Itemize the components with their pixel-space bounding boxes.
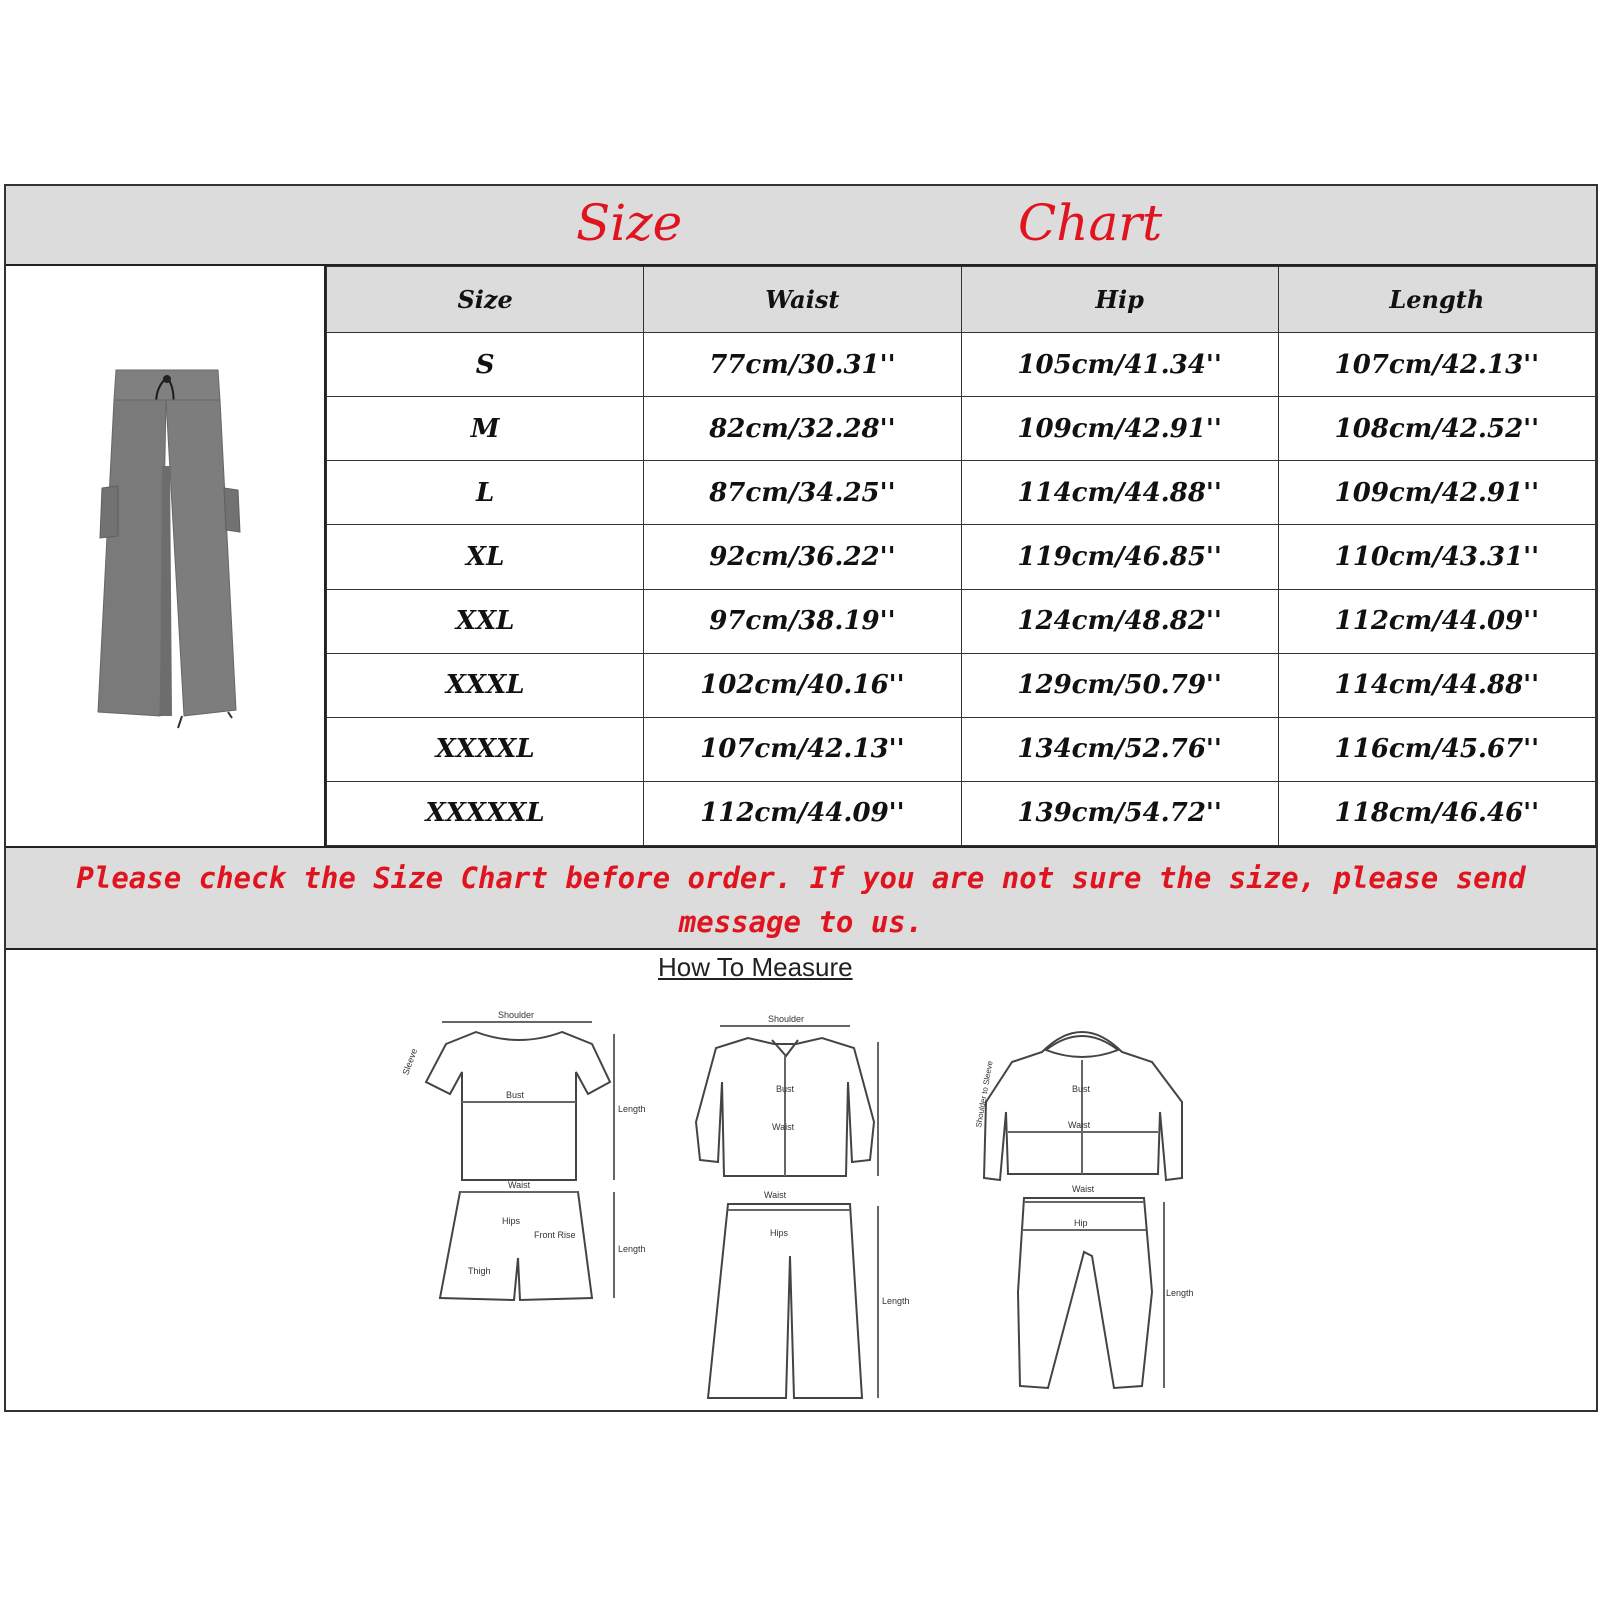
- size-table: [326, 266, 1596, 846]
- cell-hip: 134cm/52.76'': [961, 717, 1278, 781]
- cell-waist: 92cm/36.22'': [644, 525, 961, 589]
- joggers-diagram: [1018, 1184, 1194, 1388]
- measure-diagram: [6, 952, 1596, 1410]
- cell-size: XXXXL: [327, 717, 644, 781]
- cell-hip: 114cm/44.88'': [961, 461, 1278, 525]
- cell-size: XXXL: [327, 653, 644, 717]
- cell-length: 118cm/46.46'': [1278, 781, 1595, 845]
- cell-waist: 82cm/32.28'': [644, 397, 961, 461]
- table-row: [327, 461, 1596, 525]
- cell-length: 107cm/42.13'': [1278, 333, 1595, 397]
- cell-size: M: [327, 397, 644, 461]
- how-to-measure: [6, 952, 1596, 1410]
- col-waist: Waist: [644, 267, 961, 333]
- col-hip: Hip: [961, 267, 1278, 333]
- cell-size: L: [327, 461, 644, 525]
- hoodie-diagram: [974, 1032, 1182, 1180]
- title-bar: [6, 186, 1596, 266]
- cell-length: 116cm/45.67'': [1278, 717, 1595, 781]
- cell-length: 109cm/42.91'': [1278, 461, 1595, 525]
- label-bust: Bust: [506, 1090, 525, 1100]
- table-header-row: [327, 267, 1596, 333]
- cell-hip: 119cm/46.85'': [961, 525, 1278, 589]
- cell-size: XXL: [327, 589, 644, 653]
- table-row: [327, 717, 1596, 781]
- cell-waist: 112cm/44.09'': [644, 781, 961, 845]
- cell-waist: 102cm/40.16'': [644, 653, 961, 717]
- label-waist: Waist: [772, 1122, 795, 1132]
- label-hips: Hips: [770, 1228, 789, 1238]
- cell-hip: 139cm/54.72'': [961, 781, 1278, 845]
- cell-hip: 105cm/41.34'': [961, 333, 1278, 397]
- cell-hip: 109cm/42.91'': [961, 397, 1278, 461]
- label-waist: Waist: [1072, 1184, 1095, 1194]
- table-row: [327, 333, 1596, 397]
- cell-size: S: [327, 333, 644, 397]
- cell-waist: 107cm/42.13'': [644, 717, 961, 781]
- product-image-cell: [6, 266, 326, 846]
- pants-diagram: [708, 1190, 910, 1398]
- label-hip: Hip: [1074, 1218, 1088, 1228]
- label-shoulder: Shoulder: [498, 1010, 535, 1020]
- label-hips: Hips: [502, 1216, 521, 1226]
- table-row: [327, 781, 1596, 845]
- cell-length: 114cm/44.88'': [1278, 653, 1595, 717]
- cargo-pants-image: [6, 266, 324, 846]
- label-waist: Waist: [1068, 1120, 1091, 1130]
- label-length: Length: [1166, 1288, 1194, 1298]
- size-chart: [4, 184, 1598, 1412]
- label-waist: Waist: [764, 1190, 787, 1200]
- shirt-diagram: [696, 1014, 878, 1176]
- title-size: Size: [576, 194, 683, 252]
- cell-size: XXXXXL: [327, 781, 644, 845]
- shorts-diagram: [440, 1180, 646, 1300]
- col-length: Length: [1278, 267, 1595, 333]
- label-bust: Bust: [1072, 1084, 1091, 1094]
- label-sleeve: Sleeve: [400, 1047, 420, 1077]
- label-waist: Waist: [508, 1180, 531, 1190]
- label-thigh: Thigh: [468, 1266, 491, 1276]
- cell-waist: 87cm/34.25'': [644, 461, 961, 525]
- table-row: [327, 397, 1596, 461]
- label-length: Length: [882, 1296, 910, 1306]
- cell-length: 110cm/43.31'': [1278, 525, 1595, 589]
- label-shoulder-to-sleeve: Shoulder to Sleeve: [974, 1060, 995, 1129]
- measure-title: How To Measure: [658, 952, 853, 982]
- cell-hip: 124cm/48.82'': [961, 589, 1278, 653]
- label-length: Length: [618, 1244, 646, 1254]
- cell-length: 112cm/44.09'': [1278, 589, 1595, 653]
- cell-length: 108cm/42.52'': [1278, 397, 1595, 461]
- cell-size: XL: [327, 525, 644, 589]
- col-size: Size: [327, 267, 644, 333]
- cell-hip: 129cm/50.79'': [961, 653, 1278, 717]
- title-chart: Chart: [1018, 194, 1163, 252]
- label-shoulder: Shoulder: [768, 1014, 805, 1024]
- cell-waist: 77cm/30.31'': [644, 333, 961, 397]
- table-row: [327, 653, 1596, 717]
- table-row: [327, 525, 1596, 589]
- cell-waist: 97cm/38.19'': [644, 589, 961, 653]
- table-row: [327, 589, 1596, 653]
- label-front-rise: Front Rise: [534, 1230, 576, 1240]
- tshirt-diagram: [400, 1010, 645, 1180]
- label-bust: Bust: [776, 1084, 795, 1094]
- order-note: Please check the Size Chart before order. If you are not sure the size, please send message to us.: [6, 846, 1596, 950]
- label-length: Length: [618, 1104, 646, 1114]
